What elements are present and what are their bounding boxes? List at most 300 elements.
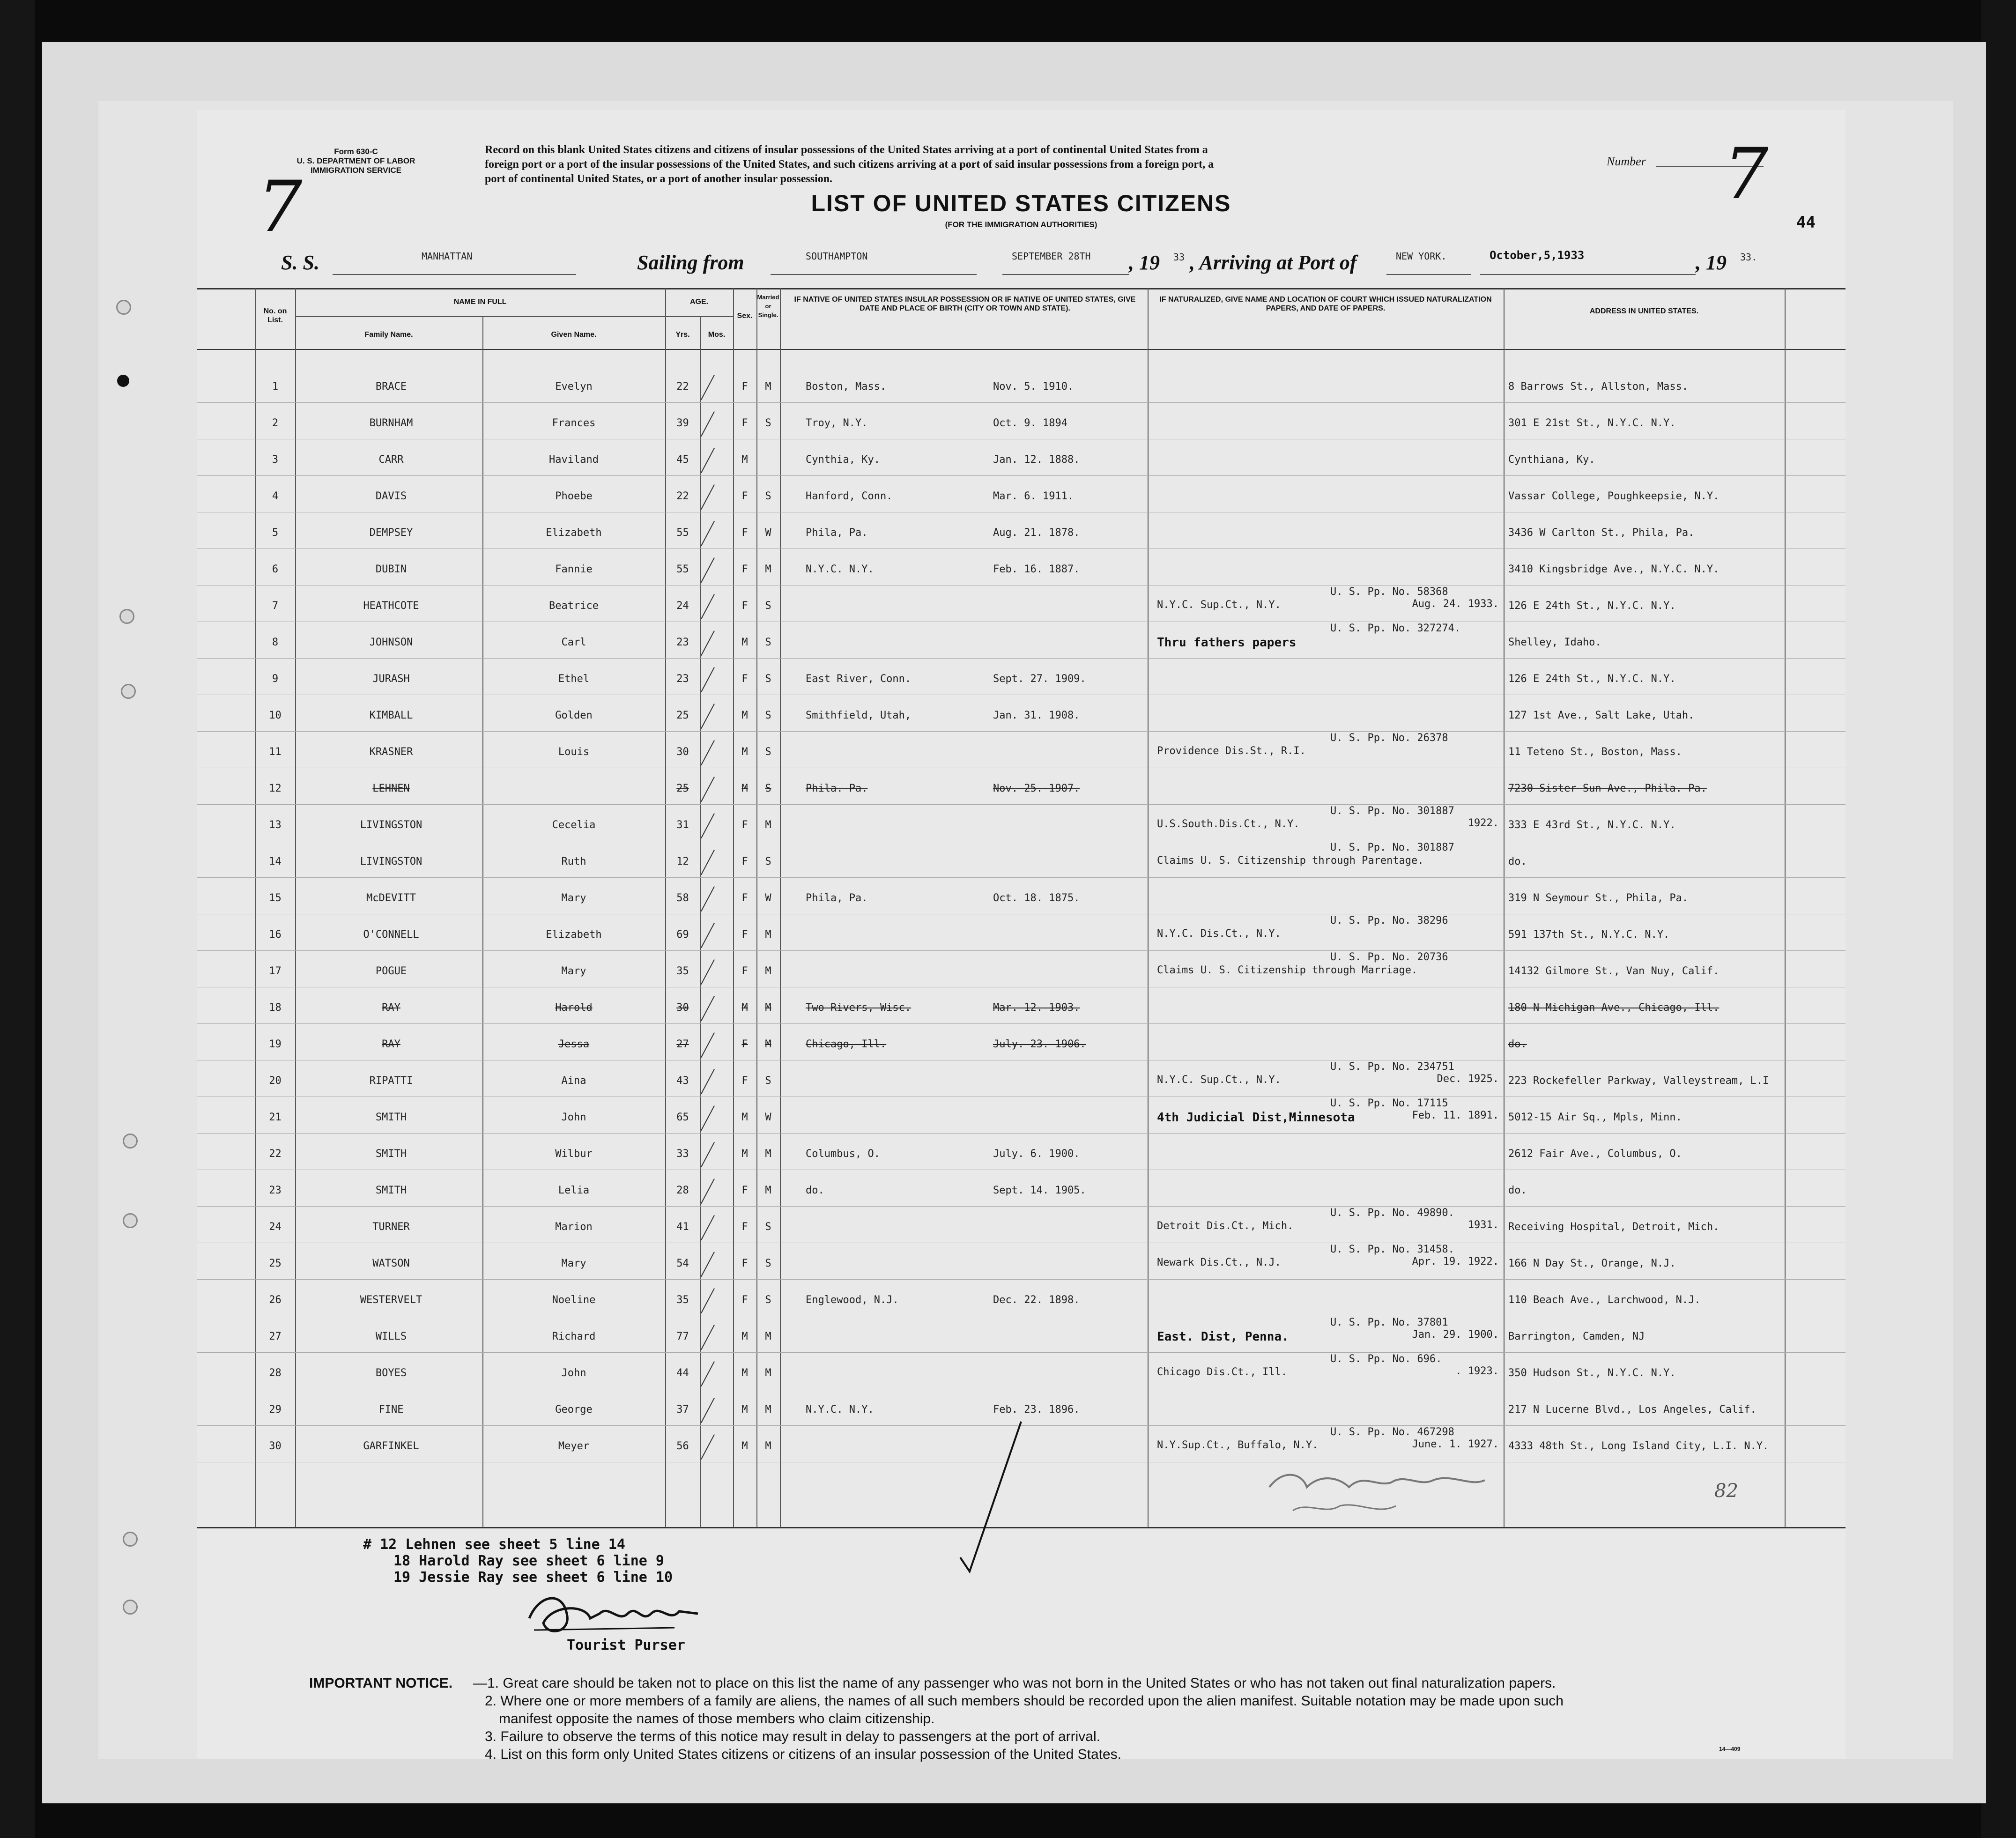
marital-status: S	[765, 1075, 771, 1087]
birth-place: Phila, Pa.	[806, 892, 868, 904]
sex: F	[741, 856, 748, 867]
marital-status: M	[765, 1002, 771, 1014]
table-top-rule	[197, 288, 1846, 289]
arriving-label: , Arriving at Port of	[1190, 251, 1357, 274]
address: Cynthiana, Ky.	[1508, 454, 1595, 466]
family-name: KIMBALL	[369, 710, 413, 721]
header-birth: IF NATIVE OF UNITED STATES INSULAR POSSESSION OR IF NATIVE OF UNITED STATES, GIVE DATE AND PLACE OF BIRTH (CITY OR TOWN AND STATE).	[794, 296, 1136, 312]
form-subtitle: (FOR THE IMMIGRATION AUTHORITIES)	[945, 220, 1097, 229]
address: 4333 48th St., Long Island City, L.I. N.Y.	[1508, 1440, 1769, 1452]
given-name: Frances	[552, 417, 596, 429]
row-number: 23	[269, 1185, 282, 1196]
age-years: 65	[676, 1112, 689, 1123]
birth-place: N.Y.C. N.Y.	[806, 1404, 874, 1416]
birth-place: Smithfield, Utah,	[806, 710, 912, 721]
age-years: 25	[676, 710, 689, 721]
naturalization-court: 4th Judicial Dist,Minnesota	[1157, 1111, 1355, 1125]
given-name: Lelia	[558, 1185, 590, 1196]
passport-number: U. S. Pp. No. 31458.	[1330, 1244, 1454, 1255]
family-name: DUBIN	[375, 563, 407, 575]
check-tick	[701, 448, 715, 473]
family-name: JURASH	[372, 673, 410, 685]
age-years: 45	[676, 454, 689, 466]
given-name: Golden	[555, 710, 593, 721]
handwritten-sheet-mark: 7	[258, 166, 303, 248]
address: 3410 Kingsbridge Ave., N.Y.C. N.Y.	[1508, 563, 1720, 575]
family-name: LIVINGSTON	[360, 856, 422, 867]
inspector-signature	[1265, 1459, 1508, 1534]
row-number: 30	[269, 1440, 282, 1452]
address: 126 E 24th St., N.Y.C. N.Y.	[1508, 600, 1676, 612]
address: do.	[1508, 856, 1527, 867]
row-rule	[197, 658, 1846, 659]
family-name: JOHNSON	[369, 637, 413, 648]
header-mos: Mos.	[708, 331, 726, 339]
notice-item-1: —1. Great care should be taken not to place on this list the name of any passenger who was not born in the United States or who has not taken out final naturalization papers.	[473, 1675, 1556, 1691]
sex: F	[741, 1221, 748, 1233]
passport-number: U. S. Pp. No. 38296	[1330, 915, 1448, 926]
address: 166 N Day St., Orange, N.J.	[1508, 1258, 1676, 1269]
address: do.	[1508, 1185, 1527, 1196]
sex: F	[741, 892, 748, 904]
number-label: Number	[1607, 155, 1646, 168]
address: 127 1st Ave., Salt Lake, Utah.	[1508, 710, 1695, 721]
row-rule	[197, 877, 1846, 878]
family-name: BURNHAM	[369, 417, 413, 429]
naturalization-date: Jan. 29. 1900.	[1412, 1329, 1499, 1341]
marital-status: M	[765, 819, 771, 831]
binder-hole	[123, 1213, 138, 1228]
number-value: 7	[1724, 133, 1769, 215]
check-tick	[701, 594, 715, 619]
age-years: 55	[676, 527, 689, 539]
row-number: 9	[272, 673, 279, 685]
address: 2612 Fair Ave., Columbus, O.	[1508, 1148, 1682, 1160]
given-name: Noeline	[552, 1294, 596, 1306]
check-tick	[701, 704, 715, 729]
marital-status: M	[765, 1331, 771, 1342]
naturalization-date: Feb. 11. 1891.	[1412, 1110, 1499, 1121]
arrival-date: October,5,1933	[1490, 249, 1585, 262]
sex: M	[741, 1404, 748, 1416]
check-tick	[701, 1288, 715, 1313]
sex: M	[741, 1112, 748, 1123]
marital-status: S	[765, 783, 771, 794]
given-name: Ethel	[558, 673, 590, 685]
age-years: 35	[676, 965, 689, 977]
address: 8 Barrows St., Allston, Mass.	[1508, 381, 1689, 393]
family-name: RAY	[382, 1038, 400, 1050]
given-name: Elizabeth	[546, 929, 602, 941]
passport-number: U. S. Pp. No. 234751	[1330, 1061, 1454, 1073]
page-count-mark: 82	[1714, 1480, 1738, 1502]
check-tick	[701, 813, 715, 838]
row-rule	[197, 804, 1846, 805]
family-name: DEMPSEY	[369, 527, 413, 539]
address: 14132 Gilmore St., Van Nuy, Calif.	[1508, 965, 1720, 977]
given-name: Ruth	[561, 856, 586, 867]
check-tick	[701, 1105, 715, 1131]
birth-place: Troy, N.Y.	[806, 417, 868, 429]
birth-date: Nov. 25. 1907.	[993, 783, 1080, 794]
birth-date: Nov. 5. 1910.	[993, 381, 1074, 393]
marital-status: S	[765, 673, 771, 685]
given-name: Mary	[561, 1258, 586, 1269]
naturalization-court: Newark Dis.Ct., N.J.	[1157, 1257, 1281, 1268]
address: 11 Teteno St., Boston, Mass.	[1508, 746, 1682, 758]
birth-date: Oct. 18. 1875.	[993, 892, 1080, 904]
address: Vassar College, Poughkeepsie, N.Y.	[1508, 490, 1720, 502]
address: 217 N Lucerne Blvd., Los Angeles, Calif.	[1508, 1404, 1757, 1416]
birth-place: Englewood, N.J.	[806, 1294, 899, 1306]
passport-number: U. S. Pp. No. 327274.	[1330, 623, 1461, 634]
naturalization-court: N.Y.Sup.Ct., Buffalo, N.Y.	[1157, 1439, 1319, 1451]
address: 110 Beach Ave., Larchwood, N.J.	[1508, 1294, 1701, 1306]
column-rule	[1785, 288, 1786, 1527]
passport-number: U. S. Pp. No. 301887	[1330, 805, 1454, 817]
given-name: Fannie	[555, 563, 593, 575]
sex: M	[741, 783, 748, 794]
row-number: 16	[269, 929, 282, 941]
given-name: Mary	[561, 892, 586, 904]
marital-status: S	[765, 710, 771, 721]
marital-status: S	[765, 1221, 771, 1233]
address: Shelley, Idaho.	[1508, 637, 1601, 648]
department-name: U. S. DEPARTMENT OF LABOR	[296, 156, 415, 165]
sex: M	[741, 1331, 748, 1342]
passport-number: U. S. Pp. No. 49890.	[1330, 1207, 1454, 1219]
check-tick	[701, 959, 715, 985]
family-name: LIVINGSTON	[360, 819, 422, 831]
sex: F	[741, 563, 748, 575]
sex: F	[741, 673, 748, 685]
notice-item-2-cont: manifest opposite the names of those members who claim citizenship.	[499, 1711, 935, 1727]
row-number: 4	[272, 490, 279, 502]
address: 5012-15 Air Sq., Mpls, Minn.	[1508, 1112, 1682, 1123]
age-years: 24	[676, 600, 689, 612]
sex: M	[741, 1440, 748, 1452]
birth-place: Two Rivers, Wisc.	[806, 1002, 912, 1014]
naturalization-date: June. 1. 1927.	[1412, 1438, 1499, 1450]
naturalization-date: Aug. 24. 1933.	[1412, 598, 1499, 610]
address: 180 N Michigan Ave., Chicago, Ill.	[1508, 1002, 1720, 1014]
notice-heading: IMPORTANT NOTICE.	[309, 1675, 453, 1691]
table-header-rule	[197, 349, 1846, 350]
birth-place: do.	[806, 1185, 824, 1196]
birth-place: Columbus, O.	[806, 1148, 880, 1160]
age-years: 69	[676, 929, 689, 941]
given-name: Haviland	[549, 454, 599, 466]
marital-status: S	[765, 417, 771, 429]
age-years: 28	[676, 1185, 689, 1196]
left-edge-shadow	[0, 0, 35, 1838]
birth-date: Sept. 27. 1909.	[993, 673, 1086, 685]
age-years: 22	[676, 381, 689, 393]
row-number: 1	[272, 381, 279, 393]
passport-number: U. S. Pp. No. 26378	[1330, 732, 1448, 744]
naturalization-court: N.Y.C. Sup.Ct., N.Y.	[1157, 1074, 1281, 1086]
check-tick	[701, 740, 715, 765]
row-rule	[197, 1352, 1846, 1353]
instruction-line-3: port of continental United States, or a port of another insular possession.	[485, 173, 833, 185]
birth-date: July. 6. 1900.	[993, 1148, 1080, 1160]
family-name: BOYES	[375, 1367, 407, 1379]
family-name: WATSON	[372, 1258, 410, 1269]
footer-note-2: 18 Harold Ray see sheet 6 line 9	[393, 1553, 664, 1569]
ship-underline	[333, 274, 576, 275]
marital-status: M	[765, 1038, 771, 1050]
marital-status: S	[765, 490, 771, 502]
purser-title: Tourist Purser	[567, 1637, 685, 1653]
age-years: 44	[676, 1367, 689, 1379]
naturalization-court: Claims U. S. Citizenship through Parentage.	[1157, 855, 1424, 867]
instruction-line-1: Record on this blank United States citizens and citizens of insular possessions of the United States arriving at a port of continental United States from a	[485, 144, 1208, 156]
naturalization-date: Apr. 19. 1922.	[1412, 1256, 1499, 1267]
header-yrs: Yrs.	[675, 331, 690, 339]
check-tick	[701, 667, 715, 692]
marital-status: S	[765, 637, 771, 648]
check-tick	[701, 1325, 715, 1350]
check-tick	[701, 1215, 715, 1240]
sex: M	[741, 1367, 748, 1379]
row-number: 28	[269, 1367, 282, 1379]
marital-status: S	[765, 746, 771, 758]
footer-note-1: # 12 Lehnen see sheet 5 line 14	[363, 1536, 625, 1553]
sex: M	[741, 710, 748, 721]
row-rule	[197, 731, 1846, 732]
column-rule	[482, 316, 483, 1527]
birth-place: Boston, Mass.	[806, 381, 887, 393]
notice-item-2: 2. Where one or more members of a family are aliens, the names of all such members should be recorded upon the alien manifest. Suitable notation may be made upon such	[485, 1693, 1564, 1709]
marital-status: S	[765, 1258, 771, 1269]
row-number: 20	[269, 1075, 282, 1087]
row-rule	[197, 1206, 1846, 1207]
passport-number: U. S. Pp. No. 20736	[1330, 951, 1448, 963]
ss-label: S. S.	[281, 251, 319, 274]
row-number: 5	[272, 527, 279, 539]
check-tick	[701, 1361, 715, 1386]
row-number: 15	[269, 892, 282, 904]
row-rule	[197, 1279, 1846, 1280]
sailing-port-underline	[771, 274, 977, 275]
age-years: 56	[676, 1440, 689, 1452]
naturalization-court: U.S.South.Dis.Ct., N.Y.	[1157, 818, 1300, 830]
naturalization-date: 1922.	[1468, 817, 1499, 829]
column-rule	[700, 316, 701, 1527]
check-tick	[701, 1142, 715, 1167]
subheader-rule	[295, 316, 733, 317]
instruction-line-2: foreign port or a port of the insular possessions of the United States, and such citizens arriving at a port of said insular possessions from a foreign port, a	[485, 158, 1214, 170]
check-tick	[701, 484, 715, 510]
row-number: 25	[269, 1258, 282, 1269]
given-name: George	[555, 1404, 593, 1416]
binder-hole	[123, 1600, 138, 1615]
marital-status: W	[765, 1112, 771, 1123]
given-name: Meyer	[558, 1440, 590, 1452]
check-tick	[701, 1178, 715, 1204]
birth-date: Aug. 21. 1878.	[993, 527, 1080, 539]
family-name: WILLS	[375, 1331, 407, 1342]
birth-date: Feb. 16. 1887.	[993, 563, 1080, 575]
header-address: ADDRESS IN UNITED STATES.	[1589, 307, 1699, 315]
given-name: Richard	[552, 1331, 596, 1342]
birth-date: Jan. 31. 1908.	[993, 710, 1080, 721]
row-number: 24	[269, 1221, 282, 1233]
column-rule	[1504, 288, 1505, 1527]
row-number: 27	[269, 1331, 282, 1342]
sex: F	[741, 819, 748, 831]
naturalization-court: Claims U. S. Citizenship through Marriage.	[1157, 964, 1418, 976]
given-name: John	[561, 1112, 586, 1123]
age-years: 12	[676, 856, 689, 867]
arrival-year: 33.	[1740, 252, 1757, 263]
check-tick	[701, 996, 715, 1021]
check-tick	[701, 1032, 715, 1058]
address: 7230 Sister Sun Ave., Phila. Pa.	[1508, 783, 1707, 794]
row-rule	[197, 1023, 1846, 1024]
sailing-date: SEPTEMBER 28TH	[1012, 251, 1091, 262]
header-family-name: Family Name.	[364, 331, 413, 339]
row-rule	[197, 402, 1846, 403]
naturalization-date: . 1923.	[1455, 1365, 1499, 1377]
check-tick	[701, 1069, 715, 1094]
sex: F	[741, 1294, 748, 1306]
row-number: 11	[269, 746, 282, 758]
naturalization-court: East. Dist, Penna.	[1157, 1330, 1289, 1344]
sex: M	[741, 1148, 748, 1160]
marital-status: M	[765, 929, 771, 941]
marital-status: W	[765, 527, 771, 539]
sailing-date-underline	[1002, 274, 1129, 275]
address: Barrington, Camden, NJ	[1508, 1331, 1645, 1342]
family-name: CARR	[378, 454, 404, 466]
address: 319 N Seymour St., Phila, Pa.	[1508, 892, 1689, 904]
family-name: BRACE	[375, 381, 407, 393]
row-number: 2	[272, 417, 279, 429]
check-tick	[701, 886, 715, 912]
address: 301 E 21st St., N.Y.C. N.Y.	[1508, 417, 1676, 429]
age-years: 37	[676, 1404, 689, 1416]
birth-place: Hanford, Conn.	[806, 490, 893, 502]
age-years: 22	[676, 490, 689, 502]
sex: F	[741, 1185, 748, 1196]
marital-status: M	[765, 563, 771, 575]
header-no: No. on List.	[263, 307, 287, 324]
passport-number: U. S. Pp. No. 301887	[1330, 842, 1454, 853]
birth-place: Phila, Pa.	[806, 527, 868, 539]
binder-hole	[116, 300, 131, 315]
marital-status: M	[765, 1404, 771, 1416]
row-number: 22	[269, 1148, 282, 1160]
family-name: O'CONNELL	[363, 929, 419, 941]
service-name: IMMIGRATION SERVICE	[311, 166, 401, 175]
birth-place: Phila. Pa.	[806, 783, 868, 794]
row-number: 21	[269, 1112, 282, 1123]
marital-status: M	[765, 1185, 771, 1196]
sailing-year-prefix: , 19	[1129, 251, 1160, 274]
naturalization-court: Thru fathers papers	[1157, 636, 1297, 650]
birth-place: Cynthia, Ky.	[806, 454, 880, 466]
address: 333 E 43rd St., N.Y.C. N.Y.	[1508, 819, 1676, 831]
family-name: KRASNER	[369, 746, 413, 758]
purser-signature	[520, 1586, 721, 1642]
check-tick	[701, 850, 715, 875]
corner-number: 44	[1796, 213, 1816, 232]
marital-status: M	[765, 965, 771, 977]
given-name: Cecelia	[552, 819, 596, 831]
row-number: 6	[272, 563, 279, 575]
birth-date: Feb. 23. 1896.	[993, 1404, 1080, 1416]
row-number: 17	[269, 965, 282, 977]
row-rule	[197, 950, 1846, 951]
marital-status: M	[765, 381, 771, 393]
age-years: 35	[676, 1294, 689, 1306]
check-tick	[701, 777, 715, 802]
check-tick	[701, 1434, 715, 1460]
age-years: 77	[676, 1331, 689, 1342]
naturalization-court: Detroit Dis.Ct., Mich.	[1157, 1220, 1294, 1232]
sex: F	[741, 600, 748, 612]
marital-status: W	[765, 892, 771, 904]
naturalization-court: Providence Dis.St., R.I.	[1157, 745, 1306, 757]
birth-date: July. 23. 1906.	[993, 1038, 1086, 1050]
given-name: Harold	[555, 1002, 593, 1014]
sex: M	[741, 1002, 748, 1014]
age-years: 43	[676, 1075, 689, 1087]
row-number: 14	[269, 856, 282, 867]
column-rule	[1148, 288, 1149, 1527]
header-name-in-full: NAME IN FULL	[453, 298, 507, 306]
family-name: HEATHCOTE	[363, 600, 419, 612]
arrival-port: NEW YORK.	[1396, 251, 1447, 262]
sex: F	[741, 527, 748, 539]
birth-date: Sept. 14. 1905.	[993, 1185, 1086, 1196]
check-tick	[701, 411, 715, 437]
passport-number: U. S. Pp. No. 17115	[1330, 1097, 1448, 1109]
footer-note-3: 19 Jessie Ray see sheet 6 line 10	[393, 1569, 673, 1586]
sailing-label: Sailing from	[637, 251, 744, 274]
form-title: LIST OF UNITED STATES CITIZENS	[811, 190, 1231, 216]
row-number: 3	[272, 454, 279, 466]
age-years: 58	[676, 892, 689, 904]
binder-hole	[117, 375, 129, 387]
birth-place: N.Y.C. N.Y.	[806, 563, 874, 575]
header-sex: Sex.	[737, 312, 753, 320]
age-years: 55	[676, 563, 689, 575]
row-number: 19	[269, 1038, 282, 1050]
print-code: 14—409	[1719, 1746, 1741, 1752]
check-tick	[701, 375, 715, 400]
given-name: Evelyn	[555, 381, 593, 393]
binder-hole	[123, 1134, 138, 1149]
sex: M	[741, 637, 748, 648]
given-name: Marion	[555, 1221, 593, 1233]
row-number: 13	[269, 819, 282, 831]
address: 223 Rockefeller Parkway, Valleystream, L.I	[1508, 1075, 1769, 1087]
given-name: Wilbur	[555, 1148, 593, 1160]
row-number: 12	[269, 783, 282, 794]
family-name: FINE	[378, 1404, 404, 1416]
sex: F	[741, 1258, 748, 1269]
given-name: Elizabeth	[546, 527, 602, 539]
family-name: POGUE	[375, 965, 407, 977]
age-years: 41	[676, 1221, 689, 1233]
marital-status: M	[765, 1440, 771, 1452]
birth-place: Chicago, Ill.	[806, 1038, 887, 1050]
sex: F	[741, 381, 748, 393]
marital-status: M	[765, 1367, 771, 1379]
age-years: 31	[676, 819, 689, 831]
